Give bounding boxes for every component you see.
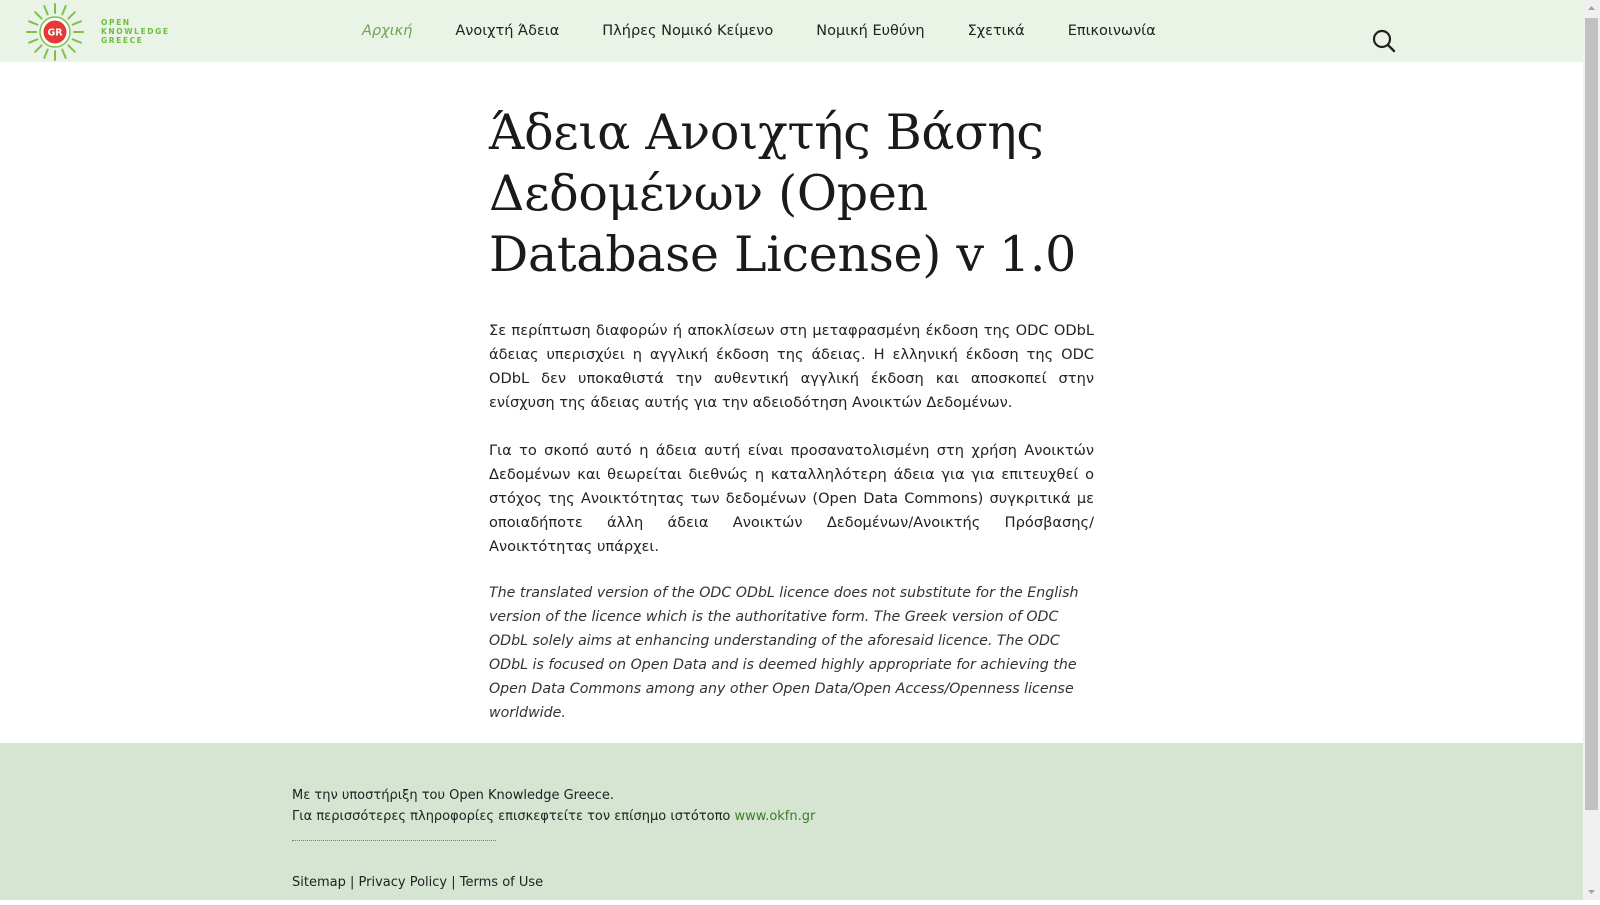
scroll-up-arrow-icon[interactable] — [1583, 0, 1600, 17]
search-icon[interactable] — [1371, 28, 1397, 54]
nav-item-legal-liability[interactable]: Νομική Ευθύνη — [816, 23, 925, 39]
site-header — [0, 0, 1583, 62]
main-nav — [362, 0, 1199, 62]
logo-line: KNOWLEDGE — [101, 27, 170, 36]
footer-info-line — [292, 806, 815, 827]
logo-line: GREECE — [101, 36, 144, 45]
english-disclaimer-paragraph: The translated version of the ODC ODbL licence does not substitute for the English version of the licence which is the authoritative form. The Greek version of ODC ODbL solely aims at enhancing understanding of the aforesaid licence. The ODC ODbL is focused on Open Data and is deemed highly appropriate for achieving the Open Data Commons among any other Open Data/Open Access/Openness license worldwide. — [489, 585, 1079, 721]
footer-separator: | — [451, 875, 456, 890]
footer-divider — [292, 840, 496, 841]
page-title: Άδεια Ανοιχτής Βάσης Δεδομένων (Open Database License) v 1.0 — [489, 104, 1077, 283]
purpose-paragraph: Για το σκοπό αυτό η άδεια αυτή είναι προσανατολισμένη στη χρήση Ανοικτών Δεδομένων και θεωρείται διεθνώς η καταλληλότερη άδεια για για επιτευχθεί ο στόχος της Ανοικτότητας των δεδομένων (Open Data Commons) συγκριτικά με οποιαδήποτε άλλη άδεια Ανοικτών Δεδομένων/Ανοικτής Πρόσβασης/Ανοικτότητας υπάρχει. — [489, 442, 1094, 555]
main-content — [489, 102, 1094, 725]
nav-item-home[interactable]: Αρχική — [362, 23, 413, 39]
okfn-site-link[interactable]: www.okfn.gr — [734, 809, 816, 824]
vertical-scrollbar[interactable] — [1583, 0, 1600, 900]
logo-wordmark — [101, 18, 170, 45]
sunburst-logo-icon — [25, 2, 85, 62]
nav-item-full-legal-text[interactable]: Πλήρες Νομικό Κείμενο — [602, 23, 774, 39]
intro-paragraph: Σε περίπτωση διαφορών ή αποκλίσεων στη μεταφρασμένη έκδοση της ODC ODbL άδειας υπερισχύει η αγγλική έκδοση της άδειας. Η ελληνική έκδοση της ODC ODbL δεν υποκαθιστά την αυθεντική αγγλική έκδοση και αποσκοπεί στην ενίσχυση της άδειας αυτής για την αδειοδότηση Ανοικτών Δεδομένων. — [489, 322, 1094, 411]
logo-badge-text: GR — [47, 27, 63, 39]
footer-links — [292, 875, 543, 890]
site-footer — [0, 743, 1583, 900]
nav-item-about[interactable]: Σχετικά — [967, 23, 1025, 39]
nav-item-contact[interactable]: Επικοινωνία — [1067, 23, 1156, 39]
terms-of-use-link[interactable]: Terms of Use — [459, 875, 544, 890]
footer-separator: | — [349, 875, 355, 890]
footer-support-line: Με την υποστήριξη του Open Knowledge Greece. — [292, 788, 615, 803]
sitemap-link[interactable]: Sitemap — [292, 875, 346, 890]
privacy-policy-link[interactable]: Privacy Policy — [358, 875, 448, 890]
logo-line: OPEN — [101, 18, 131, 27]
scrollbar-thumb[interactable] — [1585, 18, 1598, 810]
footer-info — [292, 785, 815, 827]
site-logo[interactable] — [25, 2, 175, 60]
nav-item-open-license[interactable]: Ανοιχτή Άδεια — [455, 23, 560, 39]
footer-info-prefix: Για περισσότερες πληροφορίες επισκεφτείτε τον επίσημο ιστότοπο — [292, 809, 735, 824]
scroll-down-arrow-icon[interactable] — [1583, 883, 1600, 900]
